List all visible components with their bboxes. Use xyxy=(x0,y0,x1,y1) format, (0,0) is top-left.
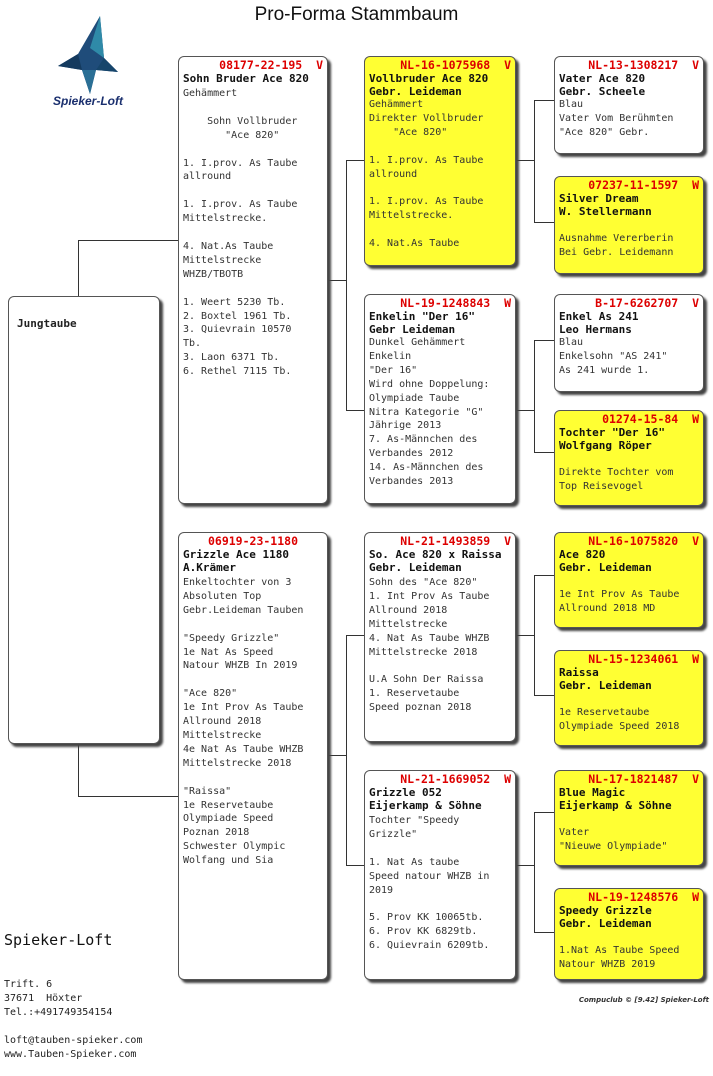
pedigree-card-dam[interactable] xyxy=(178,532,328,980)
connector-line xyxy=(534,340,535,452)
page-title: Pro-Forma Stammbaum xyxy=(254,4,459,25)
connector-line xyxy=(534,100,535,222)
pedigree-card-g5[interactable] xyxy=(554,532,704,628)
connector-line xyxy=(534,222,554,223)
connector-line xyxy=(534,932,554,933)
pigeon-details: Sohn des "Ace 820" 1. Int Prov As Taube Allround 2018 Mittelstrecke 4. Nat As Taube WHZB Mittelstrecke 2018 U.A Sohn Der Raissa 1. Reservetaube Speed poznan 2018 xyxy=(369,577,490,714)
pedigree-card-g1[interactable] xyxy=(554,56,704,154)
address-block xyxy=(4,902,142,1076)
connector-line xyxy=(516,865,534,866)
pigeon-details: 1e Int Prov As Taube Allround 2018 MD xyxy=(559,588,680,614)
connector-line xyxy=(534,812,554,813)
pedigree-card-sire-dam[interactable] xyxy=(364,294,516,504)
connector-line xyxy=(534,695,554,696)
ring-number: 08177-22-195 V xyxy=(219,58,323,72)
pedigree-card-g3[interactable] xyxy=(554,294,704,392)
connector-line xyxy=(346,160,364,161)
ring-number: NL-21-1493859 V xyxy=(400,534,511,548)
connector-line xyxy=(516,160,534,161)
connector-line xyxy=(346,865,364,866)
pedigree-card-g8[interactable] xyxy=(554,888,704,980)
pigeon-name: Enkel As 241 Leo Hermans xyxy=(559,310,639,336)
ring-number: 06919-23-1180 xyxy=(207,534,298,548)
ring-number: NL-21-1669052 W xyxy=(400,772,511,786)
pigeon-details: Blau Enkelsohn "AS 241" As 241 wurde 1. xyxy=(559,337,668,376)
pigeon-details: Blau Vater Vom Berühmten "Ace 820" Gebr. xyxy=(559,99,674,138)
connector-line xyxy=(78,240,178,241)
pigeon-details: Gehämmert Sohn Vollbruder "Ace 820" 1. I.prov. As Taube allround 1. I.prov. As Taube Mittelstrecke. 4. Nat.As Taube Mittelstrecke WHZB/TBOTB 1. Weert 5230 Tb. 2. Boxtel 1961 Tb. 3. Quievrain 10570 Tb. 3. Laon 6371 Tb. 6. Rethel 7115 Tb. xyxy=(183,88,298,378)
connector-line xyxy=(346,410,364,411)
connector-line xyxy=(78,744,79,796)
ring-number: NL-17-1821487 V xyxy=(588,772,699,786)
logo-text: Spieker-Loft xyxy=(52,94,123,108)
pigeon-name: Sohn Bruder Ace 820 xyxy=(183,72,309,85)
pigeon-details: Vater "Nieuwe Olympiade" xyxy=(559,826,668,852)
pedigree-card-sire[interactable] xyxy=(178,56,328,504)
footer-credit: Compuclub © [9.42] Spieker-Loft xyxy=(578,996,709,1004)
address-lines: Trift. 6 37671 Höxter Tel.:+491749354154 loft@tauben-spieker.com www.Tauben-Spieker.com xyxy=(4,979,143,1060)
ring-number: NL-13-1308217 V xyxy=(588,58,699,72)
connector-line xyxy=(534,575,535,695)
connector-line xyxy=(78,796,178,797)
pigeon-name: Silver Dream W. Stellermann xyxy=(559,192,652,218)
connector-line xyxy=(346,635,364,636)
pigeon-name: Vater Ace 820 Gebr. Scheele xyxy=(559,72,646,98)
connector-line xyxy=(78,240,79,296)
pigeon-name: Blue Magic Eijerkamp & Söhne xyxy=(559,786,672,812)
pedigree-card-dam-sire[interactable] xyxy=(364,532,516,742)
pigeon-details: 1e Reservetaube Olympiade Speed 2018 xyxy=(559,706,680,732)
pigeon-details: Ausnahme Vererberin Bei Gebr. Leidemann xyxy=(559,232,674,258)
ring-number: NL-15-1234061 W xyxy=(588,652,699,666)
ring-number: NL-16-1075968 V xyxy=(400,58,511,72)
pigeon-name: Enkelin "Der 16" Gebr Leideman xyxy=(369,310,475,336)
subject-label: Jungtaube xyxy=(17,317,77,330)
connector-line xyxy=(534,575,554,576)
pigeon-name: Tochter "Der 16" Wolfgang Röper xyxy=(559,426,665,452)
ring-number: B-17-6262707 V xyxy=(595,296,699,310)
ring-number: 01274-15-84 W xyxy=(602,412,699,426)
pigeon-details: Enkeltochter von 3 Absoluten Top Gebr.Leideman Tauben "Speedy Grizzle" 1e Nat As Speed Natour WHZB In 2019 "Ace 820" 1e Int Prov As Taube Allround 2018 Mittelstrecke 4e Nat As Taube WHZB Mittelstrecke 2018 "Raissa" 1e Reservetaube Olympiade Speed Poznan 2018 Schwester Olympic Wolfang und Sia xyxy=(183,577,304,867)
connector-line xyxy=(328,280,346,281)
connector-line xyxy=(346,635,347,865)
connector-line xyxy=(534,100,554,101)
pigeon-details: 1.Nat As Taube Speed Natour WHZB 2019 xyxy=(559,944,680,970)
connector-line xyxy=(534,340,554,341)
pigeon-details: Direkte Tochter vom Top Reisevogel xyxy=(559,466,674,492)
pedigree-card-g4[interactable] xyxy=(554,410,704,506)
connector-line xyxy=(346,160,347,410)
address-name: Spieker-Loft xyxy=(4,931,113,949)
ring-number: NL-19-1248843 W xyxy=(400,296,511,310)
subject-box[interactable] xyxy=(8,296,160,744)
pedigree-card-sire-sire[interactable] xyxy=(364,56,516,266)
pigeon-details: Gehämmert Direkter Vollbruder "Ace 820" 1. I.prov. As Taube allround 1. I.prov. As Taube Mittelstrecke. 4. Nat.As Taube xyxy=(369,99,484,250)
connector-line xyxy=(516,410,534,411)
pigeon-name: Raissa Gebr. Leideman xyxy=(559,666,652,692)
pedigree-card-g7[interactable] xyxy=(554,770,704,866)
pedigree-card-dam-dam[interactable] xyxy=(364,770,516,980)
connector-line xyxy=(328,755,346,756)
pigeon-details: Tochter "Speedy Grizzle" 1. Nat As taube Speed natour WHZB in 2019 5. Prov KK 10065tb. 6. Prov KK 6829tb. 6. Quievrain 6209tb. xyxy=(369,815,490,952)
pigeon-name: Grizzle 052 Eijerkamp & Söhne xyxy=(369,786,482,812)
ring-number: NL-16-1075820 V xyxy=(588,534,699,548)
connector-line xyxy=(534,452,554,453)
ring-number: NL-19-1248576 W xyxy=(588,890,699,904)
connector-line xyxy=(516,635,534,636)
pedigree-card-g2[interactable] xyxy=(554,176,704,274)
pedigree-card-g6[interactable] xyxy=(554,650,704,746)
pigeon-name: So. Ace 820 x Raissa Gebr. Leideman xyxy=(369,548,502,574)
connector-line xyxy=(534,812,535,932)
ring-number: 07237-11-1597 W xyxy=(588,178,699,192)
pigeon-name: Ace 820 Gebr. Leideman xyxy=(559,548,652,574)
pigeon-name: Speedy Grizzle Gebr. Leideman xyxy=(559,904,652,930)
pigeon-name: Grizzle Ace 1180 A.Krämer xyxy=(183,548,289,574)
pigeon-details: Dunkel Gehämmert Enkelin "Der 16" Wird ohne Doppelung: Olympiade Taube Nitra Kategorie "G" Jährige 2013 7. As-Männchen des Verbandes 2012 14. As-Männchen des Verbandes 2013 xyxy=(369,337,490,488)
pigeon-name: Vollbruder Ace 820 Gebr. Leideman xyxy=(369,72,489,98)
